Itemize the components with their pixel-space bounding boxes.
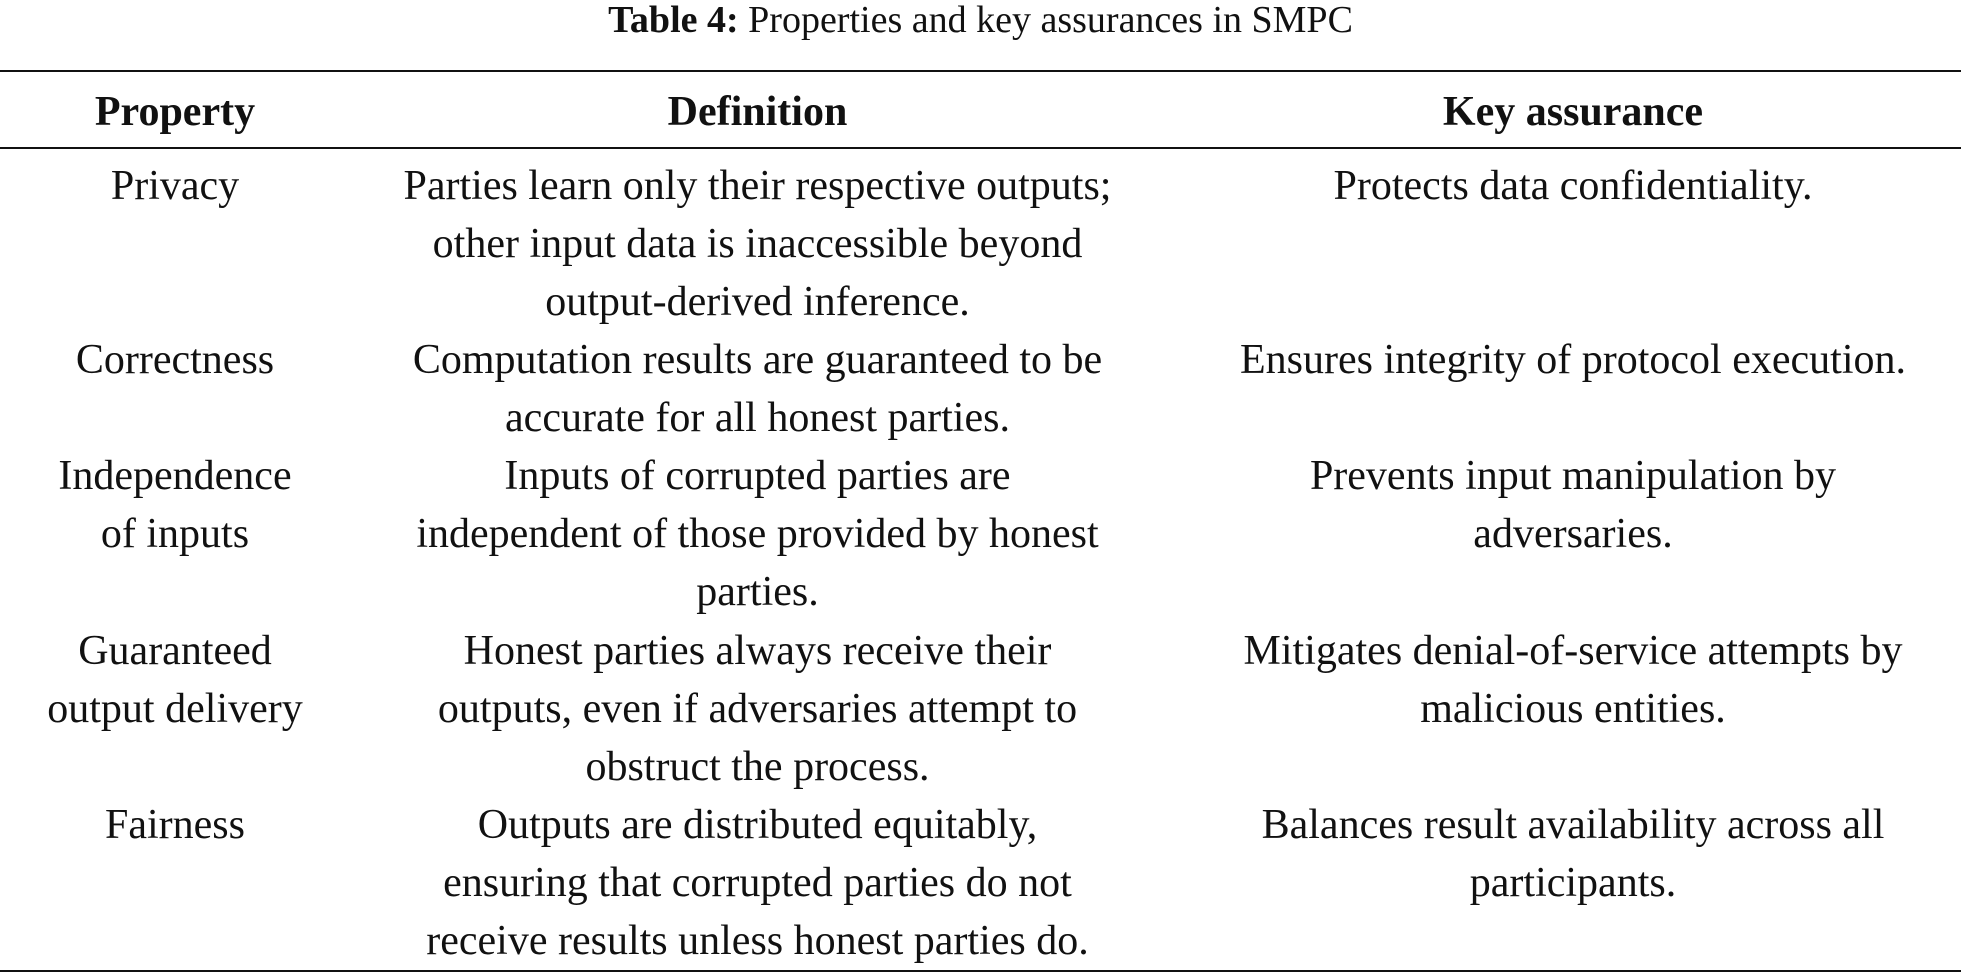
property-cell	[0, 622, 350, 738]
assurance-cell	[1185, 157, 1961, 215]
cell-line: parties.	[696, 569, 819, 615]
table-bottom-rule	[0, 970, 1961, 972]
cell-line: output delivery	[47, 686, 303, 732]
cell-line: participants.	[1469, 860, 1677, 906]
property-cell	[0, 157, 350, 215]
cell-line: Outputs are distributed equitably,	[477, 802, 1038, 848]
cell-line: of inputs	[100, 511, 250, 557]
cell-line: Mitigates denial-of-service attempts by	[1243, 628, 1903, 674]
header-key-assurance: Key assurance	[1442, 89, 1704, 135]
header-definition: Definition	[667, 89, 848, 135]
cell-line: ensuring that corrupted parties do not	[443, 860, 1072, 906]
cell-line: output-derived inference.	[545, 279, 970, 325]
property-cell	[0, 331, 350, 389]
cell-line: Balances result availability across all	[1261, 802, 1885, 848]
assurance-cell	[1185, 796, 1961, 912]
cell-line: Guaranteed	[78, 628, 272, 674]
cell-line: Privacy	[110, 163, 240, 209]
cell-line: outputs, even if adversaries attempt to	[437, 686, 1078, 732]
cell-line: Ensures integrity of protocol execution.	[1240, 337, 1906, 383]
cell-line: adversaries.	[1473, 511, 1673, 557]
table-top-rule	[0, 70, 1961, 72]
table-caption-label: Table 4:	[608, 0, 739, 41]
definition-cell	[355, 331, 1160, 447]
table-header-row	[0, 84, 1961, 140]
definition-cell	[355, 622, 1160, 796]
cell-line: other input data is inaccessible beyond	[432, 221, 1083, 267]
cell-line: obstruct the process.	[585, 744, 930, 790]
table-caption	[0, 0, 1961, 40]
table-header-rule	[0, 147, 1961, 149]
cell-line: malicious entities.	[1420, 686, 1726, 732]
assurance-cell	[1185, 622, 1961, 738]
assurance-cell	[1185, 331, 1961, 389]
cell-line: Protects data confidentiality.	[1333, 163, 1813, 209]
definition-cell	[355, 447, 1160, 621]
cell-line: independent of those provided by honest	[416, 511, 1099, 557]
cell-line: Correctness	[75, 337, 275, 383]
property-cell	[0, 447, 350, 563]
cell-line: Independence	[58, 453, 292, 499]
definition-cell	[355, 157, 1160, 331]
header-property: Property	[94, 89, 256, 135]
cell-line: Prevents input manipulation by	[1309, 453, 1837, 499]
table-caption-text: Properties and key assurances in SMPC	[748, 0, 1353, 41]
cell-line: Honest parties always receive their	[463, 628, 1052, 674]
cell-line: Computation results are guaranteed to be	[412, 337, 1103, 383]
cell-line: receive results unless honest parties do.	[426, 918, 1089, 964]
cell-line: Inputs of corrupted parties are	[504, 453, 1011, 499]
cell-line: Fairness	[105, 802, 245, 848]
assurance-cell	[1185, 447, 1961, 563]
cell-line: accurate for all honest parties.	[505, 395, 1010, 441]
property-cell	[0, 796, 350, 854]
definition-cell	[355, 796, 1160, 970]
cell-line: Parties learn only their respective outputs;	[403, 163, 1112, 209]
